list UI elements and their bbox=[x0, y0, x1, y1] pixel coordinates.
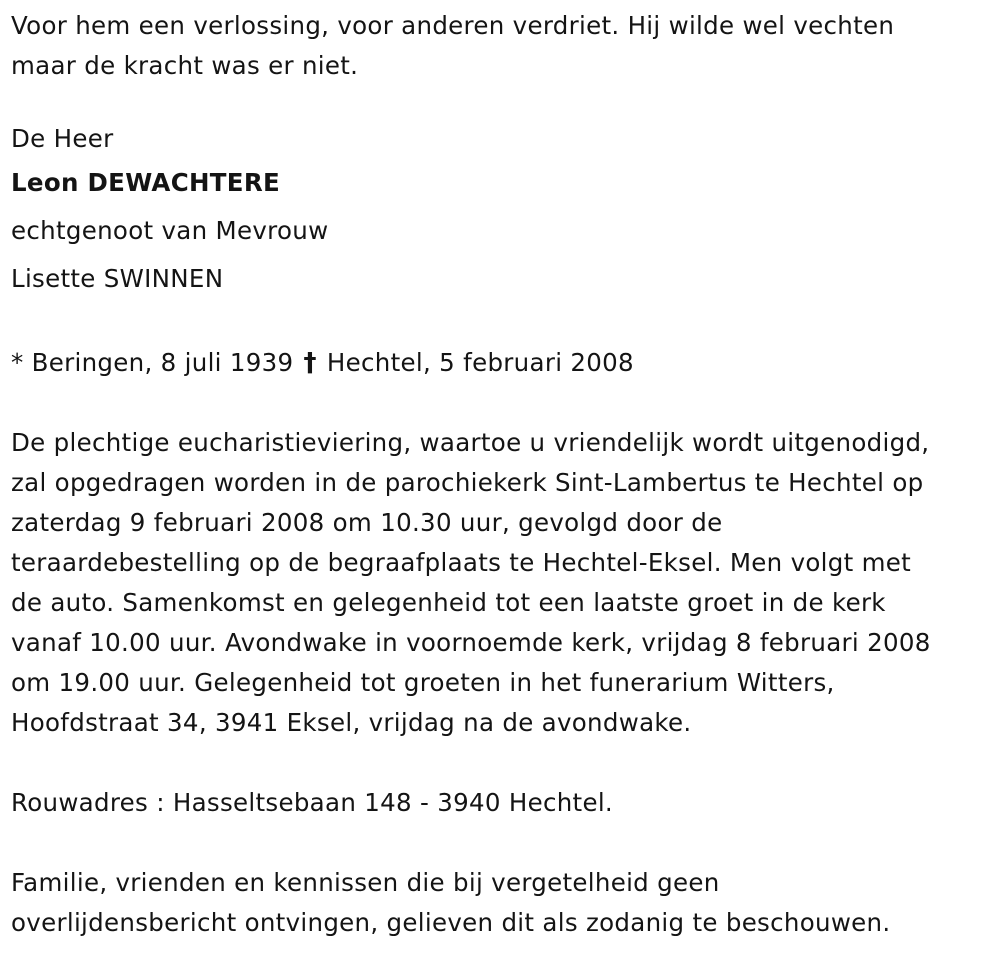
ceremony-line: om 19.00 uur. Gelegenheid tot groeten in het funerarium Witters, bbox=[11, 668, 835, 697]
closing-line-1: Familie, vrienden en kennissen die bij vergetelheid geen bbox=[11, 868, 720, 897]
deceased-block bbox=[11, 119, 991, 303]
intro-quote bbox=[11, 6, 991, 86]
closing-line-2: overlijdensbericht ontvingen, gelieven dit als zodanig te beschouwen. bbox=[11, 908, 891, 937]
cross-icon: † bbox=[303, 348, 317, 378]
mourning-address: Rouwadres : Hasseltsebaan 148 - 3940 Hechtel. bbox=[11, 788, 614, 817]
relation-text: echtgenoot van Mevrouw bbox=[11, 216, 329, 245]
ceremony-paragraph bbox=[11, 423, 991, 743]
deceased-name: Leon DEWACHTERE bbox=[11, 168, 281, 197]
honorific-title: De Heer bbox=[11, 124, 114, 153]
closing-paragraph bbox=[11, 863, 991, 943]
ceremony-line: zal opgedragen worden in de parochiekerk Sint-Lambertus te Hechtel op bbox=[11, 468, 924, 497]
obituary-notice bbox=[11, 0, 991, 943]
ceremony-line: zaterdag 9 februari 2008 om 10.30 uur, gevolgd door de bbox=[11, 508, 723, 537]
ceremony-line: De plechtige eucharistieviering, waartoe u vriendelijk wordt uitgenodigd, bbox=[11, 428, 930, 457]
ceremony-line: de auto. Samenkomst en gelegenheid tot een laatste groet in de kerk bbox=[11, 588, 886, 617]
life-dates bbox=[11, 343, 991, 383]
death-info: Hechtel, 5 februari 2008 bbox=[326, 348, 634, 377]
intro-line-1: Voor hem een verlossing, voor anderen verdriet. Hij wilde wel vechten bbox=[11, 11, 895, 40]
intro-line-2: maar de kracht was er niet. bbox=[11, 51, 359, 80]
ceremony-line: teraardebestelling op de begraafplaats te Hechtel-Eksel. Men volgt met bbox=[11, 548, 912, 577]
ceremony-line: vanaf 10.00 uur. Avondwake in voornoemde kerk, vrijdag 8 februari 2008 bbox=[11, 628, 931, 657]
spouse-name: Lisette SWINNEN bbox=[11, 264, 224, 293]
ceremony-line: Hoofdstraat 34, 3941 Eksel, vrijdag na de avondwake. bbox=[11, 708, 692, 737]
birth-info: * Beringen, 8 juli 1939 bbox=[11, 348, 294, 377]
